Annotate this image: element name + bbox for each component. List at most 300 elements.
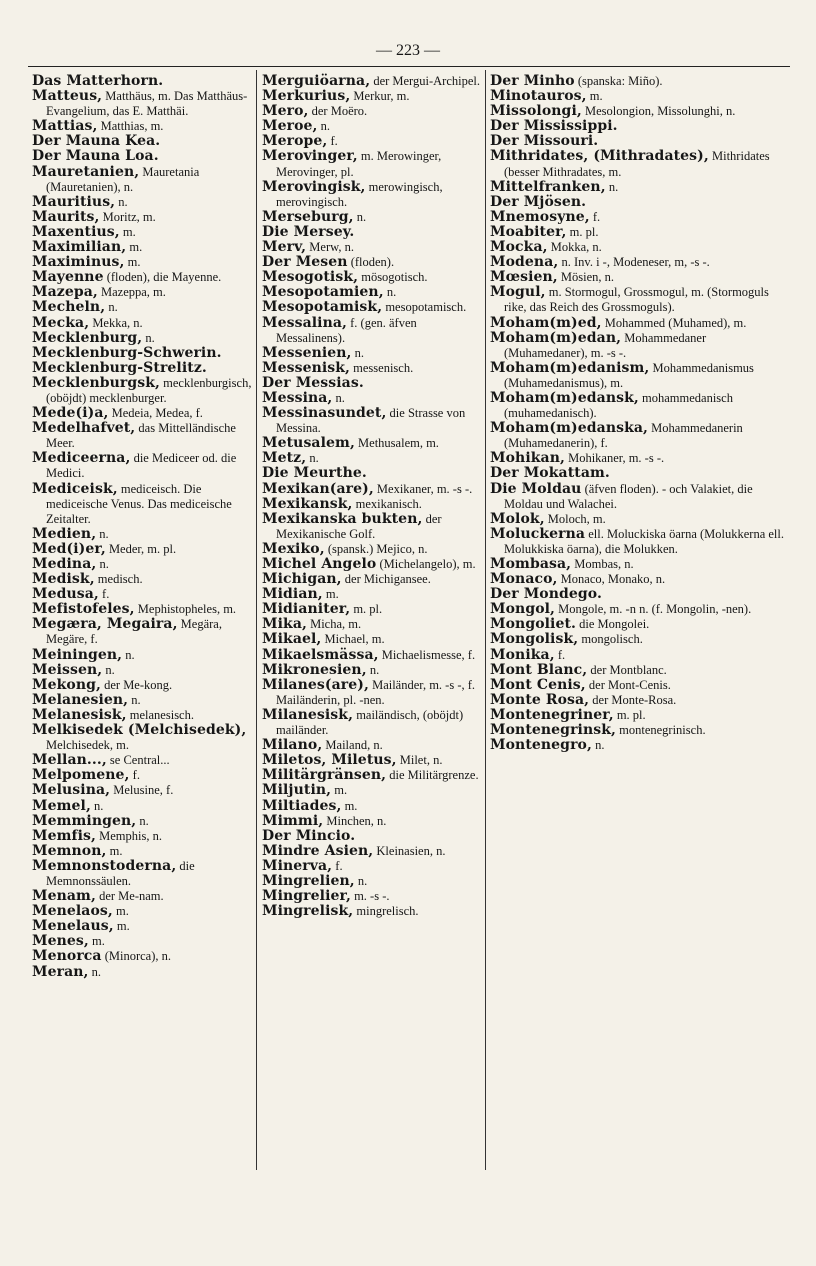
entry-definition: n. <box>354 345 365 360</box>
dictionary-entry <box>262 300 486 315</box>
entry-headword: Meissen, <box>32 661 103 678</box>
dictionary-entry <box>262 210 486 225</box>
dictionary-entry <box>32 814 260 829</box>
entry-definition: die Militärgrenze. <box>389 768 479 783</box>
entry-headword: Messinasundet, <box>262 405 387 422</box>
entry-definition: (floden), die Mayenne. <box>106 270 222 285</box>
entry-definition: Mohammedanismus (Muhamedanismus), m. <box>504 360 754 390</box>
dictionary-entry <box>490 708 786 723</box>
dictionary-entry <box>262 663 486 678</box>
entry-definition: n. <box>357 873 368 888</box>
entry-headword: Mingrelisk, <box>262 903 354 920</box>
dictionary-entry <box>262 572 486 587</box>
entry-headword: Maximilian, <box>32 239 127 256</box>
dictionary-entry <box>32 602 260 617</box>
entry-headword: Moluckerna <box>490 525 586 542</box>
dictionary-entry <box>32 829 260 844</box>
entry-definition: messenisch. <box>353 360 414 375</box>
entry-definition: Merw, n. <box>309 240 354 255</box>
entry-definition: montenegrinisch. <box>619 723 706 738</box>
dictionary-entry <box>490 663 786 678</box>
dictionary-entry <box>262 270 486 285</box>
dictionary-entry <box>490 316 786 331</box>
dictionary-entry <box>490 225 786 240</box>
entry-headword: Mingrelier, <box>262 888 351 905</box>
entry-definition: (spanska: Miño). <box>577 74 663 88</box>
entry-headword: Montenegriner, <box>490 706 614 723</box>
dictionary-entry <box>262 406 486 436</box>
entry-headword: Menes, <box>32 933 89 950</box>
entry-headword: Menam, <box>32 888 96 905</box>
dictionary-entry <box>490 512 786 527</box>
entry-definition: Merkur, m. <box>353 89 410 104</box>
entry-definition: Mesolongion, Missolunghi, n. <box>584 104 736 119</box>
entry-definition: Michaelismesse, f. <box>381 647 476 662</box>
entry-definition: se Central... <box>109 753 170 768</box>
entry-headword: Mecklenburg-Strelitz. <box>32 359 207 376</box>
entry-definition: (äfven floden). - och Valakiet, die Moldau und Walachei. <box>504 481 753 511</box>
entry-headword: Mauritius, <box>32 193 116 210</box>
dictionary-entry <box>262 738 486 753</box>
entry-headword: Medisk, <box>32 571 95 588</box>
entry-definition: mecklenburgisch, (oböjdt) mecklenburger. <box>46 375 252 405</box>
entry-headword: Mombasa, <box>490 556 572 572</box>
dictionary-entry <box>262 89 486 104</box>
entry-headword: Mefistofeles, <box>32 601 135 618</box>
entry-definition: die Memnonssäulen. <box>46 858 195 888</box>
entry-headword: Mexiko, <box>262 540 325 557</box>
entry-headword: Meiningen, <box>32 646 123 663</box>
dictionary-entry <box>32 240 260 255</box>
entry-headword: Melpomene, <box>32 767 130 784</box>
entry-definition: die Strasse von Messina. <box>276 406 466 436</box>
entry-definition: m. pl. <box>616 707 646 722</box>
dictionary-entry <box>490 240 786 255</box>
entry-definition: Medeia, Medea, f. <box>111 406 203 421</box>
entry-definition: n. <box>139 813 149 828</box>
entry-definition: Matthias, m. <box>100 119 164 134</box>
dictionary-entry <box>490 451 786 466</box>
entry-headword: Milanes(are), <box>262 676 369 693</box>
dictionary-entry <box>32 678 260 693</box>
entry-headword: Mittelfranken, <box>490 178 606 195</box>
dictionary-entry <box>262 829 486 844</box>
dictionary-entry <box>490 617 786 632</box>
entry-headword: Mecklenburg-Schwerin. <box>32 344 222 361</box>
dictionary-entry <box>490 361 786 391</box>
dictionary-entry <box>262 451 486 466</box>
dictionary-entry <box>262 904 486 919</box>
entry-definition: f. <box>102 587 110 602</box>
dictionary-entry <box>32 723 260 753</box>
entry-headword: Merovinger, <box>262 148 358 165</box>
entry-definition: Mailand, n. <box>325 738 383 753</box>
dictionary-entry <box>490 89 786 104</box>
entry-headword: Menorca <box>32 948 102 965</box>
entry-headword: Michigan, <box>262 571 342 588</box>
entry-headword: Minotauros, <box>490 88 587 105</box>
dictionary-entry <box>32 451 260 481</box>
entry-headword: Der Mississippi. <box>490 118 618 135</box>
entry-headword: Mimmi, <box>262 812 324 829</box>
entry-headword: Meroe, <box>262 118 318 135</box>
entry-headword: Mattias, <box>32 118 98 135</box>
entry-definition: n. <box>320 119 330 134</box>
dictionary-entry <box>490 285 786 315</box>
entry-headword: Mauretanien, <box>32 163 140 180</box>
dictionary-entry <box>262 678 486 708</box>
entry-headword: Meran, <box>32 963 89 980</box>
entry-headword: Moham(m)edanism, <box>490 359 650 376</box>
entry-headword: Melanesisk, <box>32 706 127 723</box>
dictionary-entry <box>32 904 260 919</box>
entry-definition: m. <box>589 89 603 104</box>
entry-headword: Michel Angelo <box>262 556 377 572</box>
entry-headword: Moabiter, <box>490 223 567 240</box>
dictionary-entry <box>32 225 260 240</box>
dictionary-entry <box>32 421 260 451</box>
dictionary-entry <box>32 889 260 904</box>
entry-headword: Mongolisk, <box>490 631 579 648</box>
entry-headword: Der Missouri. <box>490 133 599 150</box>
entry-definition: n. <box>105 662 115 677</box>
entry-definition: n. <box>335 390 345 405</box>
entry-headword: Die Mersey. <box>262 223 355 240</box>
entry-headword: Milanesisk, <box>262 706 354 723</box>
entry-headword: Molok, <box>490 510 545 527</box>
entry-definition: Mohammed (Muhamed), m. <box>604 315 747 330</box>
entry-headword: Megæra, Megaira, <box>32 616 178 633</box>
entry-headword: Mecklenburg, <box>32 329 143 346</box>
entry-definition: n. <box>91 964 102 979</box>
dictionary-entry <box>32 119 260 134</box>
dictionary-entry <box>32 949 260 964</box>
entry-headword: Memfis, <box>32 827 97 844</box>
entry-headword: Montenegro, <box>490 737 592 754</box>
entry-headword: Mesopotamisk, <box>262 299 383 316</box>
entry-headword: Merope, <box>262 133 328 150</box>
dictionary-entry <box>262 844 486 859</box>
entry-headword: Der Messias. <box>262 374 364 391</box>
entry-headword: Memnon, <box>32 842 107 859</box>
dictionary-entry <box>490 134 786 149</box>
entry-definition: (Michelangelo), m. <box>379 557 476 571</box>
dictionary-entry <box>490 119 786 134</box>
entry-definition: n. <box>99 557 109 571</box>
entry-headword: Miltiades, <box>262 797 342 814</box>
dictionary-entry <box>262 346 486 361</box>
entry-headword: Der Mauna Kea. <box>32 133 161 150</box>
entry-definition: der Mergui-Archipel. <box>373 74 480 88</box>
entry-headword: Mithridates, (Mithradates), <box>490 148 709 165</box>
dictionary-entry <box>32 134 260 149</box>
dictionary-entry <box>32 648 260 663</box>
entry-definition: der Me-nam. <box>99 889 164 904</box>
dictionary-entry <box>32 361 260 376</box>
dictionary-entry <box>32 482 260 527</box>
dictionary-entry <box>32 617 260 647</box>
entry-headword: Mogul, <box>490 284 546 301</box>
entry-definition: der Mexikanische Golf. <box>276 511 442 541</box>
dictionary-entry <box>32 331 260 346</box>
entry-definition: Moritz, m. <box>102 209 156 224</box>
entry-headword: Merkurius, <box>262 88 351 105</box>
entry-definition: f. <box>557 647 566 662</box>
dictionary-entry <box>32 542 260 557</box>
dictionary-entry <box>32 89 260 119</box>
entry-definition: Mailänder, m. -s -, f. Mailänderin, pl. -nen. <box>276 677 476 707</box>
dictionary-entry <box>262 587 486 602</box>
entry-headword: Mocka, <box>490 239 548 256</box>
entry-headword: Medina, <box>32 556 97 572</box>
entry-definition: n. <box>118 194 128 209</box>
entry-definition: mailändisch, (oböjdt) mailänder. <box>276 707 464 738</box>
entry-headword: Montenegrinsk, <box>490 722 616 739</box>
dictionary-entry <box>262 753 486 768</box>
entry-headword: Metz, <box>262 450 307 467</box>
entry-headword: Mnemosyne, <box>490 208 590 225</box>
dictionary-entry <box>262 874 486 889</box>
entry-headword: Memmingen, <box>32 812 137 829</box>
entry-definition: m. pl. <box>569 224 599 239</box>
entry-definition: Micha, m. <box>310 617 362 632</box>
entry-definition: melanesisch. <box>129 707 194 722</box>
entry-headword: Miljutin, <box>262 782 332 799</box>
dictionary-entry <box>262 783 486 798</box>
dictionary-entry <box>32 783 260 798</box>
dictionary-entry <box>262 361 486 376</box>
entry-definition: mohammedanisch (muhamedanisch). <box>504 390 733 421</box>
entry-headword: Der Mincio. <box>262 827 356 844</box>
entry-definition: Melchisedek, m. <box>46 738 129 753</box>
dictionary-entry <box>490 527 786 557</box>
dictionary-entry <box>262 285 486 300</box>
entry-definition: Mongole, m. -n n. (f. Mongolin, -nen). <box>558 602 752 617</box>
entry-definition: n. <box>356 209 367 224</box>
entry-headword: Monte Rosa, <box>490 691 590 708</box>
entry-definition: mösogotisch. <box>361 270 428 285</box>
page-number: — 223 — <box>376 42 440 59</box>
dictionary-entry <box>32 859 260 889</box>
entry-headword: Moham(m)ed, <box>490 314 602 331</box>
entry-headword: Milano, <box>262 737 323 754</box>
entry-headword: Mecklenburgsk, <box>32 374 161 391</box>
dictionary-entry <box>262 391 486 406</box>
entry-definition: Minchen, n. <box>326 813 387 828</box>
entry-headword: Mongol, <box>490 601 556 618</box>
entry-definition: f. <box>335 858 343 873</box>
entry-definition: (floden). <box>350 255 395 270</box>
entry-headword: Menelaus, <box>32 918 114 935</box>
dictionary-entry <box>490 270 786 285</box>
entry-definition: Mombas, n. <box>574 557 634 571</box>
entry-definition: m. pl. <box>353 602 383 617</box>
entry-headword: Der Minho <box>490 73 575 89</box>
entry-headword: Moham(m)edan, <box>490 329 622 346</box>
column-middle <box>262 74 486 919</box>
entry-definition: mingrelisch. <box>356 904 419 919</box>
entry-headword: Matteus, <box>32 88 103 105</box>
entry-headword: Mikael, <box>262 631 322 648</box>
entry-definition: Matthäus, m. Das Matthäus-Evangelium, das E. Matthäi. <box>46 89 248 119</box>
dictionary-entry <box>32 376 260 406</box>
dictionary-entry <box>32 965 260 980</box>
entry-headword: Die Meurthe. <box>262 465 367 482</box>
dictionary-entry <box>490 180 786 195</box>
entry-definition: mexikanisch. <box>355 496 422 511</box>
entry-definition: f. <box>330 134 338 149</box>
dictionary-entry <box>262 602 486 617</box>
entry-definition: n. <box>608 179 619 194</box>
entry-headword: Die Moldau <box>490 480 582 497</box>
dictionary-entry <box>32 587 260 602</box>
dictionary-entry <box>262 134 486 149</box>
dictionary-entry <box>490 210 786 225</box>
entry-definition: die Mediceer od. die Medici. <box>46 451 237 481</box>
entry-definition: der Me-kong. <box>104 677 173 692</box>
dictionary-entry <box>490 421 786 451</box>
entry-definition: f. <box>132 768 140 783</box>
dictionary-entry <box>262 74 486 89</box>
entry-headword: Mongoliet. <box>490 616 577 633</box>
entry-definition: n. <box>145 330 155 345</box>
entry-headword: Memnonstoderna, <box>32 857 177 874</box>
entry-headword: Merv, <box>262 239 307 256</box>
dictionary-entry <box>32 768 260 783</box>
dictionary-entry <box>32 165 260 195</box>
entry-headword: Mexikan(are), <box>262 480 374 497</box>
dictionary-entry <box>490 255 786 270</box>
entry-headword: Medusa, <box>32 586 99 603</box>
entry-headword: Mekong, <box>32 676 101 693</box>
entry-definition: m. Merowinger, Merovinger, pl. <box>276 149 442 179</box>
entry-definition: Mauretania (Mauretanien), n. <box>46 164 200 194</box>
dictionary-entry <box>32 799 260 814</box>
dictionary-entry <box>490 648 786 663</box>
entry-definition: n. <box>108 300 118 315</box>
dictionary-entry <box>490 149 786 179</box>
entry-headword: Der Mesen <box>262 254 348 271</box>
entry-headword: Mont Cenis, <box>490 676 586 693</box>
dictionary-entry <box>262 316 486 346</box>
entry-headword: Mecka, <box>32 314 90 331</box>
entry-definition: n. <box>99 526 109 541</box>
entry-definition: Mohammedaner (Muhamedaner), m. -s -. <box>504 330 707 360</box>
dictionary-entry <box>32 844 260 859</box>
dictionary-entry <box>262 799 486 814</box>
entry-headword: Memel, <box>32 797 91 814</box>
entry-headword: Mecheln, <box>32 299 106 316</box>
entry-headword: Mingrelien, <box>262 872 355 889</box>
entry-headword: Mero, <box>262 103 309 120</box>
entry-headword: Moham(m)edansk, <box>490 389 639 406</box>
entry-headword: Mesopotamien, <box>262 284 384 301</box>
entry-headword: Messalina, <box>262 314 347 331</box>
entry-headword: Mont Blanc, <box>490 661 588 678</box>
entry-headword: Der Mondego. <box>490 586 602 603</box>
dictionary-entry <box>262 648 486 663</box>
entry-definition: mediceisch. Die mediceische Venus. Das mediceische Zeitalter. <box>46 481 232 526</box>
dictionary-entry <box>32 572 260 587</box>
entry-definition: n. <box>131 692 141 707</box>
dictionary-entry <box>490 104 786 119</box>
entry-definition: n. <box>125 647 135 662</box>
column-left <box>32 74 260 980</box>
entry-definition: n. <box>386 285 397 300</box>
dictionary-entry <box>490 331 786 361</box>
entry-headword: Merguiöarna, <box>262 73 371 89</box>
dictionary-entry <box>262 617 486 632</box>
entry-definition: f. <box>592 209 601 224</box>
dictionary-entry <box>32 406 260 421</box>
entry-definition: Mithridates (besser Mithradates, m. <box>504 149 770 179</box>
entry-headword: Messenisk, <box>262 359 351 376</box>
entry-headword: Messenien, <box>262 344 352 361</box>
entry-definition: medisch. <box>97 572 143 587</box>
entry-headword: Medien, <box>32 525 97 542</box>
entry-definition: Methusalem, m. <box>358 436 439 451</box>
entry-headword: Mindre Asien, <box>262 842 374 859</box>
entry-headword: Modena, <box>490 254 559 271</box>
entry-definition: Mohammedanerin (Muhamedanerin), f. <box>504 421 743 451</box>
entry-definition: Mephistopheles, m. <box>137 602 237 617</box>
entry-definition: n. <box>94 798 104 813</box>
entry-definition: Mekka, n. <box>92 315 143 330</box>
entry-headword: Das Matterhorn. <box>32 73 164 89</box>
dictionary-entry <box>32 934 260 949</box>
entry-headword: Messina, <box>262 389 333 406</box>
entry-headword: Moham(m)edanska, <box>490 420 649 437</box>
entry-definition: Mohikaner, m. -s -. <box>568 451 665 466</box>
dictionary-entry <box>262 104 486 119</box>
entry-definition: Monaco, Monako, n. <box>560 572 666 587</box>
entry-definition: Mexikaner, m. -s -. <box>376 481 473 496</box>
dictionary-entry <box>32 74 260 89</box>
dictionary-entry <box>262 708 486 738</box>
entry-headword: Der Mokattam. <box>490 465 610 482</box>
dictionary-entry <box>490 482 786 512</box>
dictionary-entry <box>490 678 786 693</box>
entry-headword: Mexikansk, <box>262 495 353 512</box>
dictionary-entry <box>32 210 260 225</box>
entry-headword: Medelhafvet, <box>32 420 136 437</box>
entry-definition: Michael, m. <box>324 632 385 647</box>
entry-definition: n. <box>309 451 319 466</box>
entry-headword: Mediceisk, <box>32 480 118 497</box>
dictionary-entry <box>262 482 486 497</box>
entry-definition: m. <box>91 934 105 949</box>
entry-definition: m. Stormogul, Grossmogul, m. (Stormoguls rike, das Reich des Grossmoguls). <box>504 285 769 315</box>
dictionary-entry <box>262 119 486 134</box>
dictionary-entry <box>32 195 260 210</box>
entry-definition: m. <box>116 919 130 934</box>
dictionary-entry <box>32 919 260 934</box>
entry-headword: Med(i)er, <box>32 540 106 557</box>
entry-headword: Mediceerna, <box>32 450 131 467</box>
entry-definition: der Mont-Cenis. <box>588 677 671 692</box>
entry-definition: m. <box>127 255 141 270</box>
dictionary-entry <box>262 180 486 210</box>
dictionary-entry <box>262 497 486 512</box>
dictionary-entry <box>32 300 260 315</box>
entry-definition: ell. Moluckiska öarna (Molukkerna ell. Molukkiska öarna), die Molukken. <box>504 526 784 556</box>
entry-definition: der Moëro. <box>311 104 368 119</box>
entry-headword: Miletos, Miletus, <box>262 752 397 769</box>
entry-headword: Mikaelsmässa, <box>262 646 379 663</box>
dictionary-entry <box>262 225 486 240</box>
dictionary-entry <box>32 708 260 723</box>
entry-headword: Merovingisk, <box>262 178 366 195</box>
